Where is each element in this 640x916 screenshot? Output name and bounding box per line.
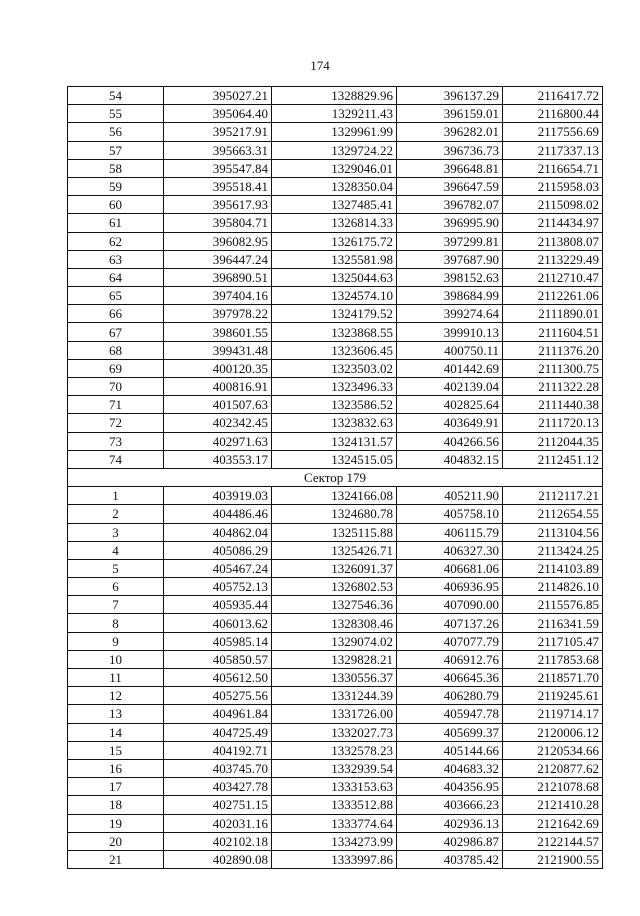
table-row: [68, 832, 603, 850]
table-row: [68, 359, 603, 377]
y1-cell: 1323496.33: [272, 378, 397, 396]
x1-cell: 398601.55: [164, 323, 272, 341]
y1-cell: 1330556.37: [272, 669, 397, 687]
y1-cell: 1323606.45: [272, 341, 397, 359]
x1-cell: 405467.24: [164, 559, 272, 577]
x1-cell: 396890.51: [164, 268, 272, 286]
y2-cell: 2120006.12: [503, 723, 603, 741]
x1-cell: 402971.63: [164, 432, 272, 450]
point-number-cell: 54: [68, 87, 164, 105]
x2-cell: 402825.64: [397, 396, 503, 414]
point-number-cell: 72: [68, 414, 164, 432]
x1-cell: 400120.35: [164, 359, 272, 377]
x2-cell: 406645.36: [397, 669, 503, 687]
table-row: [68, 250, 603, 268]
table-row: [68, 305, 603, 323]
x2-cell: 405211.90: [397, 487, 503, 505]
y2-cell: 2116417.72: [503, 87, 603, 105]
y2-cell: 2111604.51: [503, 323, 603, 341]
table-row: [68, 778, 603, 796]
x2-cell: 406936.95: [397, 578, 503, 596]
x2-cell: 397299.81: [397, 232, 503, 250]
x1-cell: 395064.40: [164, 105, 272, 123]
table-row: [68, 196, 603, 214]
x1-cell: 402031.16: [164, 814, 272, 832]
x2-cell: 402936.13: [397, 814, 503, 832]
x1-cell: 401507.63: [164, 396, 272, 414]
table-row: [68, 323, 603, 341]
y2-cell: 2117853.68: [503, 650, 603, 668]
y1-cell: 1323832.63: [272, 414, 397, 432]
y1-cell: 1324131.57: [272, 432, 397, 450]
table-row: [68, 141, 603, 159]
x1-cell: 396082.95: [164, 232, 272, 250]
y1-cell: 1328350.04: [272, 177, 397, 195]
point-number-cell: 9: [68, 632, 164, 650]
y2-cell: 2111890.01: [503, 305, 603, 323]
table-row: [68, 705, 603, 723]
point-number-cell: 15: [68, 741, 164, 759]
point-number-cell: 17: [68, 778, 164, 796]
x2-cell: 405947.78: [397, 705, 503, 723]
y1-cell: 1326175.72: [272, 232, 397, 250]
x2-cell: 401442.69: [397, 359, 503, 377]
point-number-cell: 12: [68, 687, 164, 705]
x2-cell: 396647.59: [397, 177, 503, 195]
point-number-cell: 6: [68, 578, 164, 596]
y2-cell: 2111376.20: [503, 341, 603, 359]
x1-cell: 399431.48: [164, 341, 272, 359]
coordinates-table-body-bottom: [68, 487, 603, 869]
y1-cell: 1333153.63: [272, 778, 397, 796]
y2-cell: 2114103.89: [503, 559, 603, 577]
y2-cell: 2119245.61: [503, 687, 603, 705]
table-row: [68, 578, 603, 596]
point-number-cell: 73: [68, 432, 164, 450]
x1-cell: 403553.17: [164, 450, 272, 468]
x2-cell: 404356.95: [397, 778, 503, 796]
table-row: [68, 505, 603, 523]
table-row: [68, 559, 603, 577]
point-number-cell: 20: [68, 832, 164, 850]
y2-cell: 2122144.57: [503, 832, 603, 850]
y1-cell: 1324179.52: [272, 305, 397, 323]
point-number-cell: 64: [68, 268, 164, 286]
x2-cell: 407077.79: [397, 632, 503, 650]
y2-cell: 2118571.70: [503, 669, 603, 687]
x1-cell: 404961.84: [164, 705, 272, 723]
table-row: [68, 650, 603, 668]
table-row: [68, 268, 603, 286]
y2-cell: 2113104.56: [503, 523, 603, 541]
y2-cell: 2111300.75: [503, 359, 603, 377]
point-number-cell: 69: [68, 359, 164, 377]
table-row: [68, 287, 603, 305]
table-row: [68, 487, 603, 505]
x1-cell: 403427.78: [164, 778, 272, 796]
x1-cell: 405752.13: [164, 578, 272, 596]
point-number-cell: 5: [68, 559, 164, 577]
y1-cell: 1331244.39: [272, 687, 397, 705]
x2-cell: 403649.91: [397, 414, 503, 432]
page-number: 174: [310, 58, 330, 73]
table-row: [68, 596, 603, 614]
x2-cell: 407137.26: [397, 614, 503, 632]
x1-cell: 402890.08: [164, 850, 272, 868]
x2-cell: 406115.79: [397, 523, 503, 541]
table-row: [68, 687, 603, 705]
y1-cell: 1332578.23: [272, 741, 397, 759]
y1-cell: 1329211.43: [272, 105, 397, 123]
y2-cell: 2115098.02: [503, 196, 603, 214]
y2-cell: 2121642.69: [503, 814, 603, 832]
table-row: [68, 723, 603, 741]
x1-cell: 403919.03: [164, 487, 272, 505]
y2-cell: 2112117.21: [503, 487, 603, 505]
x1-cell: 405985.14: [164, 632, 272, 650]
y2-cell: 2117556.69: [503, 123, 603, 141]
table-row: [68, 796, 603, 814]
table-row: [68, 214, 603, 232]
table-row: [68, 341, 603, 359]
x2-cell: 396159.01: [397, 105, 503, 123]
point-number-cell: 19: [68, 814, 164, 832]
y1-cell: 1323868.55: [272, 323, 397, 341]
y1-cell: 1327485.41: [272, 196, 397, 214]
x2-cell: 406280.79: [397, 687, 503, 705]
point-number-cell: 13: [68, 705, 164, 723]
x2-cell: 396995.90: [397, 214, 503, 232]
point-number-cell: 7: [68, 596, 164, 614]
y2-cell: 2120877.62: [503, 759, 603, 777]
x1-cell: 405850.57: [164, 650, 272, 668]
point-number-cell: 59: [68, 177, 164, 195]
y1-cell: 1327546.36: [272, 596, 397, 614]
x2-cell: 406681.06: [397, 559, 503, 577]
y1-cell: 1325115.88: [272, 523, 397, 541]
x2-cell: 398152.63: [397, 268, 503, 286]
table-row: [68, 741, 603, 759]
y1-cell: 1325044.63: [272, 268, 397, 286]
point-number-cell: 57: [68, 141, 164, 159]
y2-cell: 2111440.38: [503, 396, 603, 414]
point-number-cell: 60: [68, 196, 164, 214]
sector-header-section: [68, 468, 603, 486]
x2-cell: 405758.10: [397, 505, 503, 523]
y1-cell: 1333774.64: [272, 814, 397, 832]
sector-header-row: [68, 468, 603, 486]
x1-cell: 395804.71: [164, 214, 272, 232]
x1-cell: 404725.49: [164, 723, 272, 741]
y2-cell: 2111720.13: [503, 414, 603, 432]
y2-cell: 2111322.28: [503, 378, 603, 396]
coordinates-table: [67, 86, 603, 869]
y2-cell: 2114826.10: [503, 578, 603, 596]
table-row: [68, 850, 603, 868]
x1-cell: 405612.50: [164, 669, 272, 687]
x1-cell: 400816.91: [164, 378, 272, 396]
coordinates-table-body-top: [68, 87, 603, 469]
x2-cell: 403666.23: [397, 796, 503, 814]
y2-cell: 2116800.44: [503, 105, 603, 123]
y1-cell: 1334273.99: [272, 832, 397, 850]
point-number-cell: 58: [68, 159, 164, 177]
y2-cell: 2117105.47: [503, 632, 603, 650]
x2-cell: 405144.66: [397, 741, 503, 759]
y2-cell: 2116341.59: [503, 614, 603, 632]
x2-cell: 398684.99: [397, 287, 503, 305]
y1-cell: 1332939.54: [272, 759, 397, 777]
table-row: [68, 814, 603, 832]
y1-cell: 1332027.73: [272, 723, 397, 741]
y2-cell: 2121078.68: [503, 778, 603, 796]
x1-cell: 397404.16: [164, 287, 272, 305]
y2-cell: 2112044.35: [503, 432, 603, 450]
point-number-cell: 56: [68, 123, 164, 141]
y1-cell: 1326814.33: [272, 214, 397, 232]
y2-cell: 2114434.97: [503, 214, 603, 232]
y1-cell: 1333512.88: [272, 796, 397, 814]
point-number-cell: 4: [68, 541, 164, 559]
sector-label: Сектор 179: [68, 468, 603, 486]
point-number-cell: 11: [68, 669, 164, 687]
point-number-cell: 1: [68, 487, 164, 505]
x2-cell: 396782.07: [397, 196, 503, 214]
x1-cell: 405935.44: [164, 596, 272, 614]
x2-cell: 396648.81: [397, 159, 503, 177]
point-number-cell: 70: [68, 378, 164, 396]
x2-cell: 399274.64: [397, 305, 503, 323]
table-row: [68, 669, 603, 687]
table-row: [68, 123, 603, 141]
x2-cell: 407090.00: [397, 596, 503, 614]
y2-cell: 2115958.03: [503, 177, 603, 195]
x2-cell: 402139.04: [397, 378, 503, 396]
x1-cell: 395518.41: [164, 177, 272, 195]
table-row: [68, 87, 603, 105]
y1-cell: 1323586.52: [272, 396, 397, 414]
x1-cell: 402751.15: [164, 796, 272, 814]
x1-cell: 402342.45: [164, 414, 272, 432]
y2-cell: 2112261.06: [503, 287, 603, 305]
x1-cell: 406013.62: [164, 614, 272, 632]
point-number-cell: 14: [68, 723, 164, 741]
x1-cell: 395217.91: [164, 123, 272, 141]
point-number-cell: 16: [68, 759, 164, 777]
table-row: [68, 450, 603, 468]
x2-cell: 403785.42: [397, 850, 503, 868]
x1-cell: 396447.24: [164, 250, 272, 268]
point-number-cell: 3: [68, 523, 164, 541]
x1-cell: 404862.04: [164, 523, 272, 541]
table-row: [68, 541, 603, 559]
x1-cell: 404192.71: [164, 741, 272, 759]
y1-cell: 1326802.53: [272, 578, 397, 596]
x2-cell: 396282.01: [397, 123, 503, 141]
point-number-cell: 55: [68, 105, 164, 123]
x2-cell: 404683.32: [397, 759, 503, 777]
point-number-cell: 62: [68, 232, 164, 250]
x1-cell: 404486.46: [164, 505, 272, 523]
x1-cell: 395663.31: [164, 141, 272, 159]
table-row: [68, 523, 603, 541]
x1-cell: 395617.93: [164, 196, 272, 214]
point-number-cell: 61: [68, 214, 164, 232]
y1-cell: 1329961.99: [272, 123, 397, 141]
y2-cell: 2112451.12: [503, 450, 603, 468]
table-row: [68, 396, 603, 414]
y2-cell: 2116654.71: [503, 159, 603, 177]
point-number-cell: 21: [68, 850, 164, 868]
x2-cell: 406912.76: [397, 650, 503, 668]
point-number-cell: 10: [68, 650, 164, 668]
y2-cell: 2113229.49: [503, 250, 603, 268]
y2-cell: 2121410.28: [503, 796, 603, 814]
table-row: [68, 632, 603, 650]
y1-cell: 1325426.71: [272, 541, 397, 559]
x2-cell: 397687.90: [397, 250, 503, 268]
x2-cell: 404266.56: [397, 432, 503, 450]
y1-cell: 1329046.01: [272, 159, 397, 177]
table-row: [68, 432, 603, 450]
point-number-cell: 65: [68, 287, 164, 305]
table-row: [68, 759, 603, 777]
x1-cell: 395027.21: [164, 87, 272, 105]
point-number-cell: 71: [68, 396, 164, 414]
y1-cell: 1328829.96: [272, 87, 397, 105]
table-row: [68, 614, 603, 632]
point-number-cell: 74: [68, 450, 164, 468]
y1-cell: 1329828.21: [272, 650, 397, 668]
y2-cell: 2113424.25: [503, 541, 603, 559]
y2-cell: 2119714.17: [503, 705, 603, 723]
x1-cell: 405086.29: [164, 541, 272, 559]
x1-cell: 403745.70: [164, 759, 272, 777]
table-row: [68, 414, 603, 432]
y1-cell: 1333997.86: [272, 850, 397, 868]
x1-cell: 402102.18: [164, 832, 272, 850]
x1-cell: 405275.56: [164, 687, 272, 705]
y1-cell: 1326091.37: [272, 559, 397, 577]
table-row: [68, 378, 603, 396]
point-number-cell: 68: [68, 341, 164, 359]
point-number-cell: 67: [68, 323, 164, 341]
x2-cell: 400750.11: [397, 341, 503, 359]
y1-cell: 1323503.02: [272, 359, 397, 377]
y2-cell: 2121900.55: [503, 850, 603, 868]
y2-cell: 2113808.07: [503, 232, 603, 250]
y1-cell: 1329074.02: [272, 632, 397, 650]
y1-cell: 1324680.78: [272, 505, 397, 523]
x2-cell: 402986.87: [397, 832, 503, 850]
x2-cell: 406327.30: [397, 541, 503, 559]
x2-cell: 399910.13: [397, 323, 503, 341]
y2-cell: 2112710.47: [503, 268, 603, 286]
y1-cell: 1324574.10: [272, 287, 397, 305]
y2-cell: 2115576.85: [503, 596, 603, 614]
table-row: [68, 232, 603, 250]
table-row: [68, 159, 603, 177]
x1-cell: 397978.22: [164, 305, 272, 323]
y1-cell: 1331726.00: [272, 705, 397, 723]
x2-cell: 396137.29: [397, 87, 503, 105]
y2-cell: 2117337.13: [503, 141, 603, 159]
x2-cell: 404832.15: [397, 450, 503, 468]
x1-cell: 395547.84: [164, 159, 272, 177]
point-number-cell: 63: [68, 250, 164, 268]
table-row: [68, 177, 603, 195]
point-number-cell: 66: [68, 305, 164, 323]
x2-cell: 405699.37: [397, 723, 503, 741]
y1-cell: 1324515.05: [272, 450, 397, 468]
y1-cell: 1328308.46: [272, 614, 397, 632]
point-number-cell: 18: [68, 796, 164, 814]
y1-cell: 1325581.98: [272, 250, 397, 268]
y1-cell: 1324166.08: [272, 487, 397, 505]
table-row: [68, 105, 603, 123]
x2-cell: 396736.73: [397, 141, 503, 159]
point-number-cell: 8: [68, 614, 164, 632]
y2-cell: 2112654.55: [503, 505, 603, 523]
y1-cell: 1329724.22: [272, 141, 397, 159]
y2-cell: 2120534.66: [503, 741, 603, 759]
point-number-cell: 2: [68, 505, 164, 523]
